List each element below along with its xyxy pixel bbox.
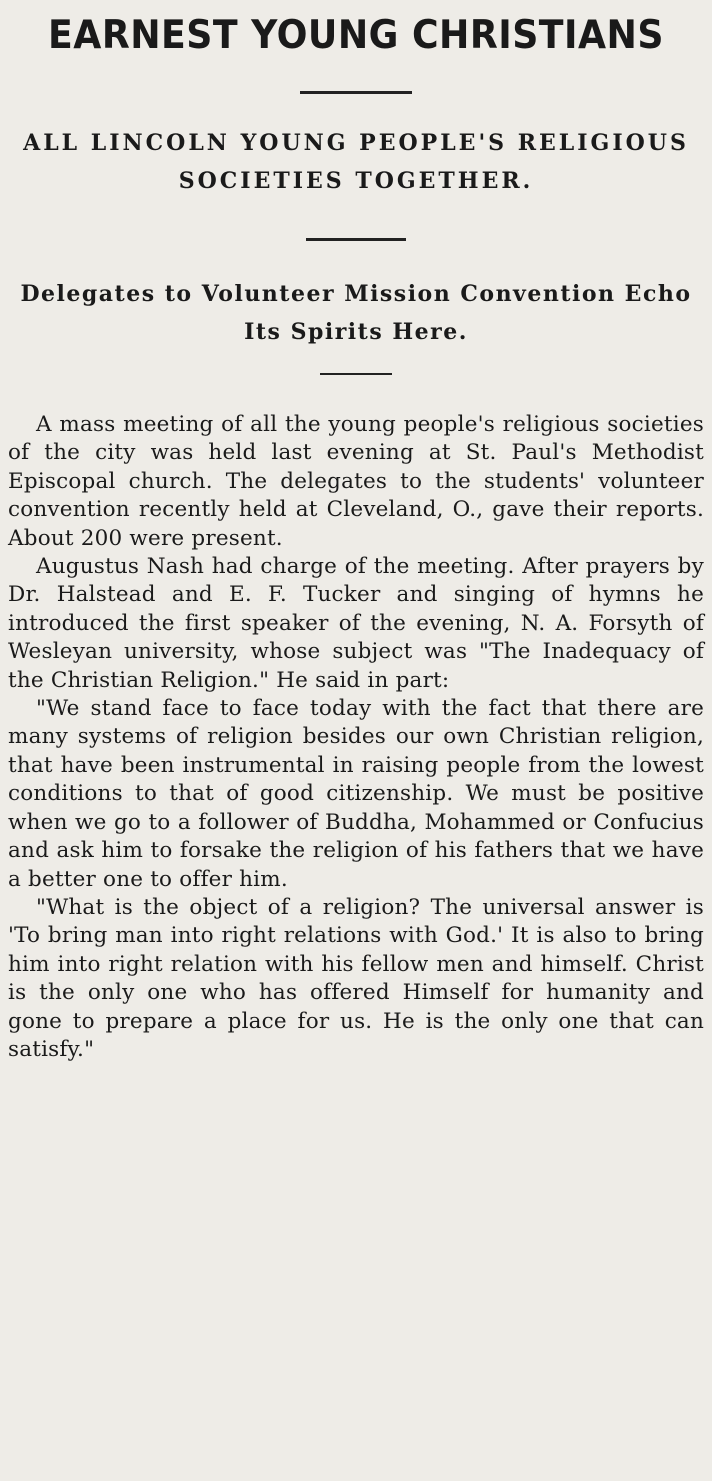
article-body <box>8 411 704 1064</box>
paragraph: "What is the object of a religion? The universal answer is 'To bring man into right relations with God.' It is also to bring him into right relation with his fellow men and himself. Christ is the only one who has offered Himself for humanity and gone to prepare a place for us. He is the only one that can satisfy." <box>8 894 704 1062</box>
paragraph: A mass meeting of all the young people's religious societies of the city was held last evening at St. Paul's Methodist Episcopal church. The delegates to the students' volunteer convention recently held at Cleveland, O., gave their reports. About 200 were present. <box>8 412 704 551</box>
deck: Delegates to Volunteer Mission Convention Echo Its Spirits Here. <box>20 281 692 345</box>
divider-rule <box>320 373 392 375</box>
divider-rule <box>306 238 406 241</box>
paragraph: "We stand face to face today with the fact that there are many systems of religion besides our own Christian religion, that have been instrumental in raising people from the lowest conditions to that of good citizenship. We must be positive when we go to a follower of Buddha, Mohammed or Confucius and ask him to forsake the religion of his fathers that we have a better one to offer him. <box>8 696 704 892</box>
paragraph: Augustus Nash had charge of the meeting. After prayers by Dr. Halstead and E. F. Tucker and singing of hymns he introduced the first speaker of the evening, N. A. Forsyth of Wesleyan university, whose subject was "The Inadequacy of the Christian Religion." He said in part: <box>8 554 704 693</box>
headline: EARNEST YOUNG CHRISTIANS <box>48 13 664 58</box>
subhead: ALL LINCOLN YOUNG PEOPLE'S RELIGIOUS SOCIETIES TOGETHER. <box>23 130 689 194</box>
divider-rule <box>300 91 412 94</box>
